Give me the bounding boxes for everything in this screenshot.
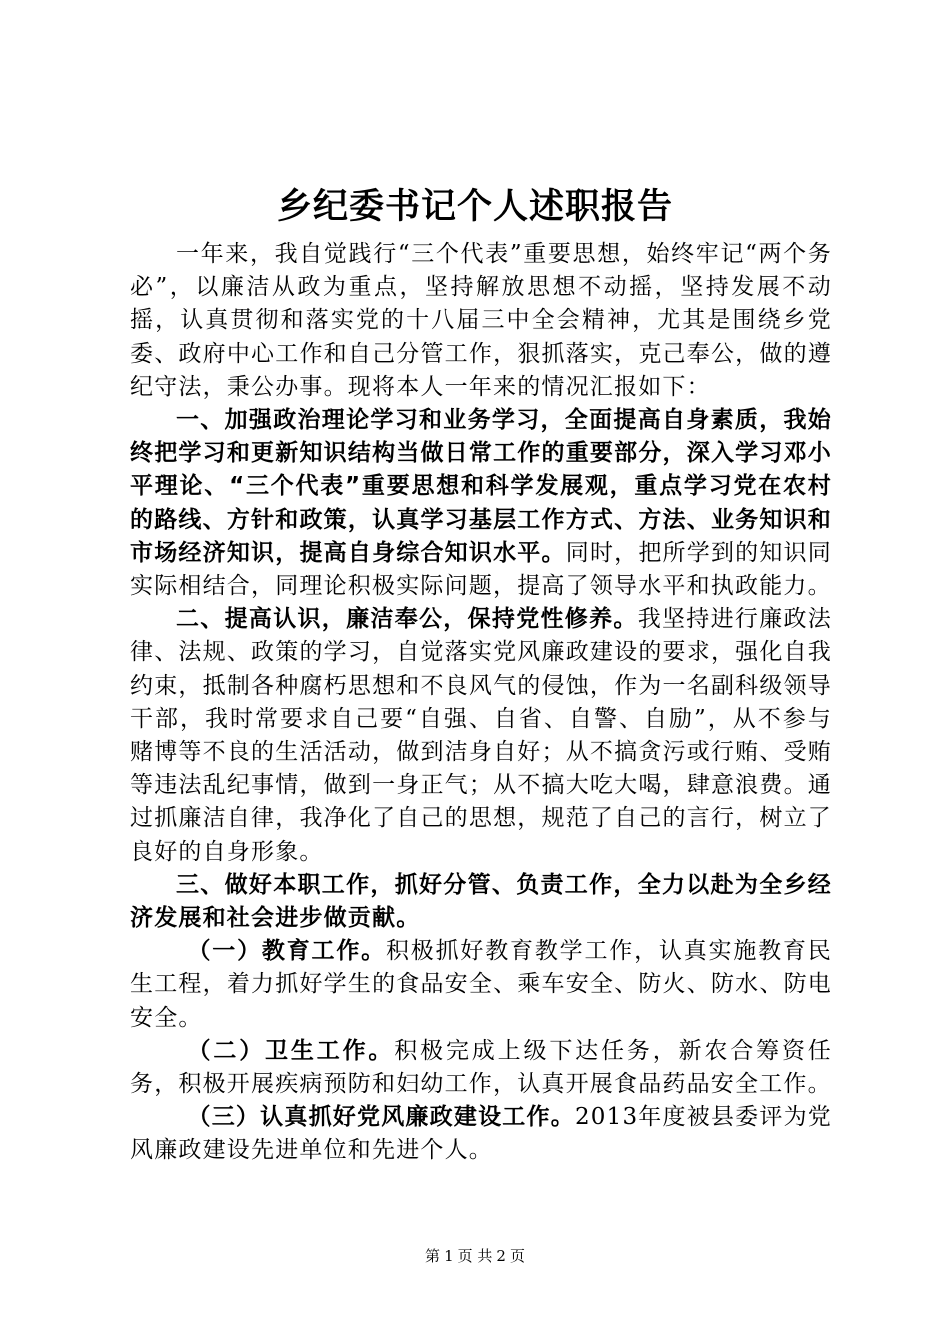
page-current: 1: [444, 1247, 454, 1265]
page-mid: 页 共: [457, 1247, 493, 1265]
page-footer: [0, 1246, 950, 1266]
item-1-paragraph: [130, 935, 832, 1035]
section-3-paragraph: [130, 869, 832, 935]
document-title: 乡纪委书记个人述职报告: [276, 187, 673, 227]
section-3-heading: 三、做好本职工作，抓好分管、负责工作，全力以赴为全乡经济发展和社会进步做贡献。: [130, 871, 832, 932]
page-prefix: 第: [425, 1247, 441, 1265]
section-2-text: 我坚持进行廉政法律、法规、政策的学习，自觉落实党风廉政建设的要求，强化自我约束，抵制各种腐朽思想和不良风气的侵蚀，作为一名副科级领导干部，我时常要求自己要“自强、自省、自警、自励”，从不参与赌博等不良的生活活动，做到洁身自好；从不搞贪污或行贿、受贿等违法乱纪事情，做到一身正气；从不搞大吃大喝，肆意浪费。通过抓廉洁自律，我净化了自己的思想，规范了自己的言行，树立了良好的自身形象。: [130, 606, 832, 865]
section-1-paragraph: [130, 404, 832, 603]
item-2-text: 积极完成上级下达任务，新农合筹资任务，积极开展疾病预防和妇幼工作，认真开展食品药品安全工作。: [130, 1037, 832, 1098]
item-2-heading: （二）卫生工作。: [187, 1037, 395, 1064]
item-3-text: 2013年度被县委评为党风廉政建设先进单位和先进个人。: [130, 1104, 833, 1164]
intro-paragraph: 一年来，我自觉践行“三个代表”重要思想，始终牢记“两个务必”，以廉洁从政为重点，坚持解放思想不动摇，坚持发展不动摇，认真贯彻和落实党的十八届三中全会精神，尤其是围绕乡党委、政府中心工作和自己分管工作，狠抓落实，克己奉公，做的遵纪守法，秉公办事。现将本人一年来的情况汇报如下：: [130, 241, 832, 400]
item-3-heading: （三）认真抓好党风廉政建设工作。: [187, 1104, 575, 1131]
item-1-text: 积极抓好教育教学工作，认真实施教育民生工程，着力抓好学生的食品安全、乘车安全、防火、防水、防电安全。: [130, 938, 832, 1031]
section-1-heading: 一、加强政治理论学习和业务学习，全面提高自身素质，我始终把学习和更新知识结构当做日常工作的重要部分，深入学习邓小平理论、“三个代表”重要思想和科学发展观，重点学习党在农村的路线、方针和政策，认真学习基层工作方式、方法、业务知识和市场经济知识，提高自身综合知识水平。: [130, 407, 832, 566]
section-2-paragraph: [130, 603, 832, 869]
item-2-paragraph: [130, 1035, 832, 1101]
item-3-paragraph: [130, 1101, 832, 1167]
section-2-heading: 二、提高认识，廉洁奉公，保持党性修养。: [176, 606, 638, 633]
page-total: 2: [496, 1247, 506, 1265]
page-suffix: 页: [509, 1247, 525, 1265]
item-1-heading: （一）教育工作。: [187, 938, 386, 965]
document-body: [130, 238, 832, 1168]
section-1-text: 同时，把所学到的知识同实际相结合，同理论积极实际问题，提高了领导水平和执政能力。: [130, 539, 833, 600]
